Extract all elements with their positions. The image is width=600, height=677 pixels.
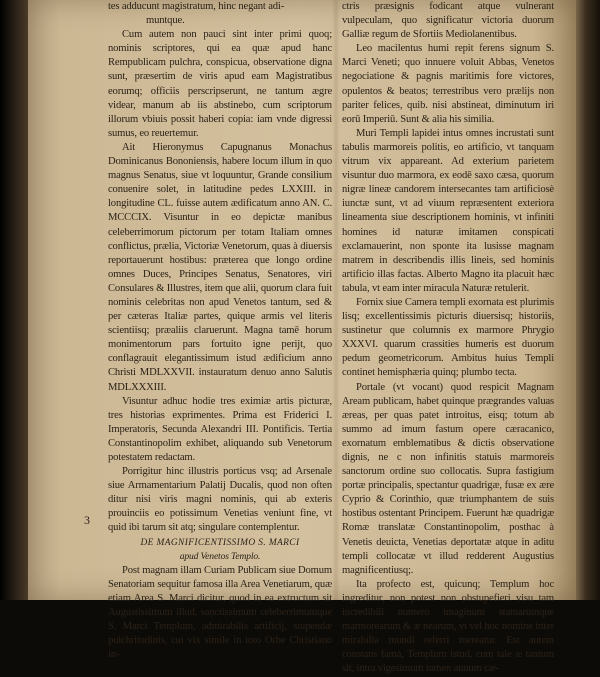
right-paragraph-1: ctris præsignis fodicant atque vulnerant vulpeculam, quo significatur victoria duorum Galliæ regum de Sfortiis Mediolanentibus. bbox=[342, 1, 554, 41]
section-subheading: apud Venetos Templo. bbox=[179, 550, 261, 562]
left-column bbox=[108, 0, 332, 662]
page-edge bbox=[576, 0, 600, 600]
column-gutter bbox=[332, 0, 340, 600]
left-paragraph-4: Porrigitur hinc illustris porticus vsq; ad Arsenale siue Armamentarium Palatij Ducalis, quod non often ditur nisi viris magni nominis, qui ab exteris prouinciis eo potissimum Venetias veniunt fine, vt quid ibi tarum sit atq; singulare contemplentur. bbox=[108, 466, 332, 534]
book-spine bbox=[0, 0, 28, 600]
margin-number: 3 bbox=[84, 513, 90, 527]
left-paragraph-5: Post magnam illam Curiam Publicam siue Domum Senatoriam sequitur famosa illa Area Venetiarum, quæ etiam Area S. Marci dicitur, quod in ea extructum sit Augustissimum illud, sanctissimum celeberrimumque S. Marci Templum, admirabilis artificij, stupendæ pulchritudinis, cui vix simile in toto Orbe Christiano in- bbox=[108, 564, 332, 661]
right-paragraph-5: Portale (vt vocant) quod respicit Magnam Aream publicam, habet quinque prægrandes valuas æreas, per quas patet introitus, eisq; totum ab summo ad imum fastum opere cæracanico, exornatum emblematibus & dictis observatione dignis, ne c non infinitis statuis marmoreis sanctorum ordine suo collocatis. Supra fastigium portæ principalis, spectantur quadrigæ, fusæ ex ære Cyprio & Corinthio, quæ triumphantem de suis hostibus ostentant Principem. Fuerunt hæ quadrigæ Romæ translatæ Constantinopolim, posthac à Venetis deuicta, Venetias deportatæ atque in aditu templi collocatæ vt illud redderent Augustius magnificentiusq;. bbox=[342, 381, 554, 576]
left-line-2: muntque. bbox=[146, 15, 185, 27]
left-paragraph-1: Cum autem non pauci sint inter primi quoq; nominis scriptores, qui ea quæ apud hanc Rempublicam pulchra, conspicua, observatione digna sunt, præsertim de viris apud eam Magistratibus eorumq; officiis perscripserunt, ne tantum ægre videar, manum ab iis abstinebo, cum scriptorum illorum vbiuis possit haberi copia: iam vnde digressi sumus, eo reuertemur. bbox=[108, 29, 332, 139]
left-paragraph-2: Ait Hieronymus Capugnanus Monachus Dominicanus Bononiensis, habere locum illum in quo magnus Senatus, siue vt loquuntur, Grande consilium conuenire solet, in latitudine pedes LXXIII. in longitudine CL. fuisse autem ædificatum anno AN. C. MCCCIX. Visuntur in eo depictæ manibus celeberrimorum pictorum per totam Italiam omnes conflictus, prælia, Victoriæ Venetorum, quas à diuersis reportauerunt hostibus: præterea que longo ordine omnes Duces, Principes Senatus, Senatores, viri Consulares & Illustres, item que alii, quorum clara fuit nominis celebritas non apud Venetos tantum, sed & per cæteras Italiæ partes, quique armis vel literis scientiisq; præaliis claruerunt. Magna tamē horum monimentorum pars fortuito igne perijt, quo conflagrauit elegantissimum istud ædificium anno Christi MDLXXVII. instauratum denuo anno Salutis MDLXXXIII. bbox=[108, 141, 332, 393]
right-paragraph-6: Ita profecto est, quicunq; Templum hoc ingreditur, non potest non obstupefieri visu tam incredibili numero imaginum statuarumque marmorearum & æ nearum, vt vel hoc nomine inter mirabilia mundi referri mereatur. Est autem constans fama, Templum istud, cum tale æ tantum sit, intra vigesimum tamen annum cæ- bbox=[342, 578, 554, 675]
right-paragraph-3: Muri Templi lapidei intus omnes incrustati sunt tabulis marmoreis politis, eo artificio, vt tanquam vitrum vix appareant. Ad exterium parietem visuntur duo marmora, ex eodē saxo cæsa, quorum nigræ lineæ candorem intersecantes tam artificiosè iunctæ sunt, vt ad viuum repræsentent exteriora lineamenta siue descriptionem hominis, vt infiniti homines id naturæ imitamen conspicati exclamauerint, non sponte ita lusisse magnam matrem in describendis illis lineis, sed hominis artificio illas factas. Alberto Magno ita placuit hæc tabula, vt eam inter miracula Naturæ retulerit. bbox=[342, 127, 554, 294]
left-line-1: tes adducunt magistratum, hinc negant adi- bbox=[108, 1, 285, 12]
section-heading: DE MAGNIFICENTISSIMO S. MARCI bbox=[140, 537, 300, 548]
left-paragraph-3: Visuntur adhuc hodie tres eximiæ artis picturæ, tres historias exprimentes. Prima est Friderici I. Imperatoris, Secunda Alexandri III. Pontificis. Tertia Constantinopolim exhibet, aliquando sub Venetorum potestatem redactam. bbox=[108, 395, 332, 463]
right-paragraph-2: Leo macilentus humi repit ferens signum S. Marci Veneti; quo innuere voluit Abbas, Venetos negociatione & pagnis maritimis fore victores, opulentos & beatos; terrestribus vero prælijs non pariter felices, quib. nisi abstineat, diminutum iri eorū Imperiū. Sunt & alia his similia. bbox=[342, 43, 554, 125]
right-column bbox=[342, 0, 554, 677]
right-paragraph-4: Fornix siue Camera templi exornata est plurimis lisq; excellentissimis picturis diuersisq; historiis, sustinetur que columnis ex marmore Phrygio XXXVI. quarum crassities humeris est duorum pedum geometricorum. Ambitus huius Templi continet hemisphæria quinq; plumbo tecta. bbox=[342, 296, 554, 379]
